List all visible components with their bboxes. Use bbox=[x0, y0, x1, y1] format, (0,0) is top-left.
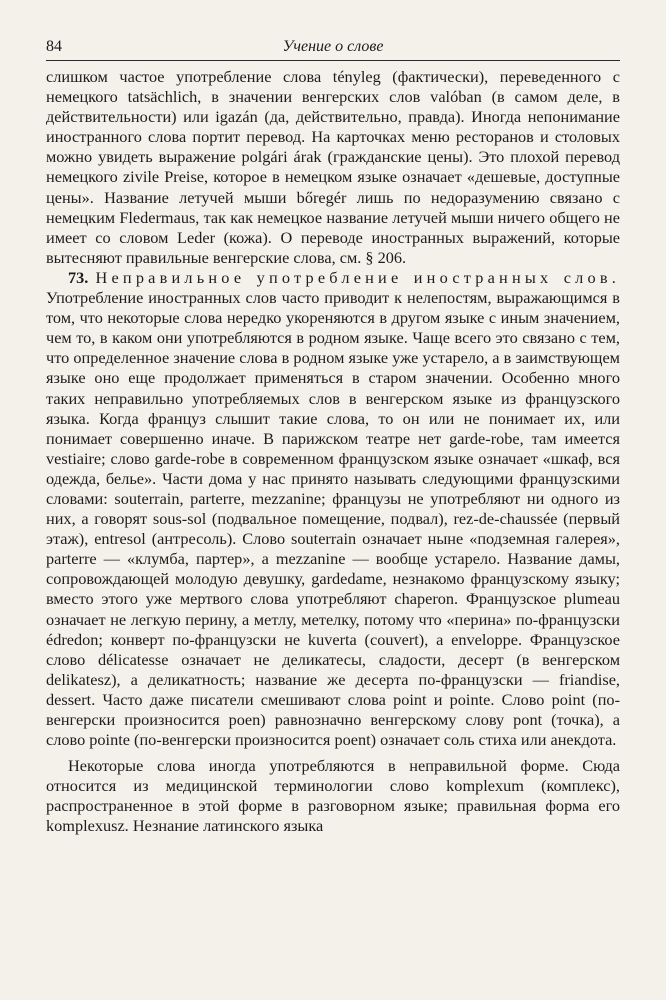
running-header bbox=[46, 36, 620, 61]
body-text bbox=[46, 67, 620, 837]
section-73-text: Употребление иностранных слов часто приводит к нелепостям, выражающимся в том, что некоторые слова нередко укореняются в другом языке с иным значением, чем то, в каком они употребляются в родном языке. Чаще всего это связано с тем, что определенное значение слова в родном языке уже устарело, а в заимствующем языке оно еще продолжает применяться в старом значении. Особенно много таких неправильно употребляемых слов в венгерском языке из французского языка. Когда француз слышит такие слова, то он или не понимает их, или понимает совершенно иначе. В парижском театре нет garde-robe, там имеется vestiaire; слово garde-robe в современном французском языке означает «шкаф, вся одежда, белье». Части дома у нас принято называть следующими французскими словами: souterrain, parterre, mezzanine; французы не употребляют ни одного из них, а говорят sous-sol (подвальное помещение, подвал), rez-de-chaussée (первый этаж), entresol (антресоль). Слово souterrain означает ныне «подземная галерея», parterre — «клумба, партер», а mezzanine — вообще устарело. Название дамы, сопровождающей молодую девушку, gardedame, незнакомо французскому языку; вместо этого уже мертвого слова употребляют chaperon. Французское plumeau означает не легкую перину, а метлу, метелку, потому что «перина» по-французски édredon; конверт по-французски не kuverta (couvert), а enveloppe. Французское слово délicatesse означает не деликатесы, сладости, десерт (в венгерском delikatesz), а деликатность; название же десерта по-французски — friandise, dessert. Часто даже писатели смешивают слова point и pointe. Слово point (по-венгерски произносится poen) равнозначно венгерскому слову pont (точка), а слово pointe (по-венгерски произносится poent) означает соль стиха или анекдота. bbox=[46, 288, 620, 750]
paragraph-continued: слишком частое употребление слова tényleg (фактически), переведенного с немецкого tatsächlich, в значении венгерских слов valóban (в самом деле, в действительности) или igazán (да, действительно, правда). Иногда непонимание иностранного слова портит перевод. На карточках меню ресторанов и столовых можно увидеть выражение polgári árak (гражданские цены). Это плохой перевод немецкого zivile Preise, которое в немецком языке означает «дешевые, доступные цены». Название летучей мыши bőregér лишь по недоразумению связано с немецким Fledermaus, так как немецкое название летучей мыши ничего общего не имеет со словом Leder (кожа). О переводе иностранных выражений, которые вытесняют правильные венгерские слова, см. § 206. bbox=[46, 67, 620, 267]
section-number: 73. bbox=[68, 267, 89, 287]
page-number: 84 bbox=[46, 38, 62, 55]
section-73-paragraph bbox=[46, 268, 620, 750]
section-heading: Неправильное употребление иностранных слов. bbox=[95, 267, 620, 287]
paragraph-komplexum: Некоторые слова иногда употребляются в неправильной форме. Сюда относится из медицинской терминологии слово komplexum (комплекс), распространенное в этой форме в разговорном языке; правильная форма его komplexusz. Незнание латинского языка bbox=[46, 756, 620, 836]
running-title: Учение о слове bbox=[282, 38, 384, 55]
